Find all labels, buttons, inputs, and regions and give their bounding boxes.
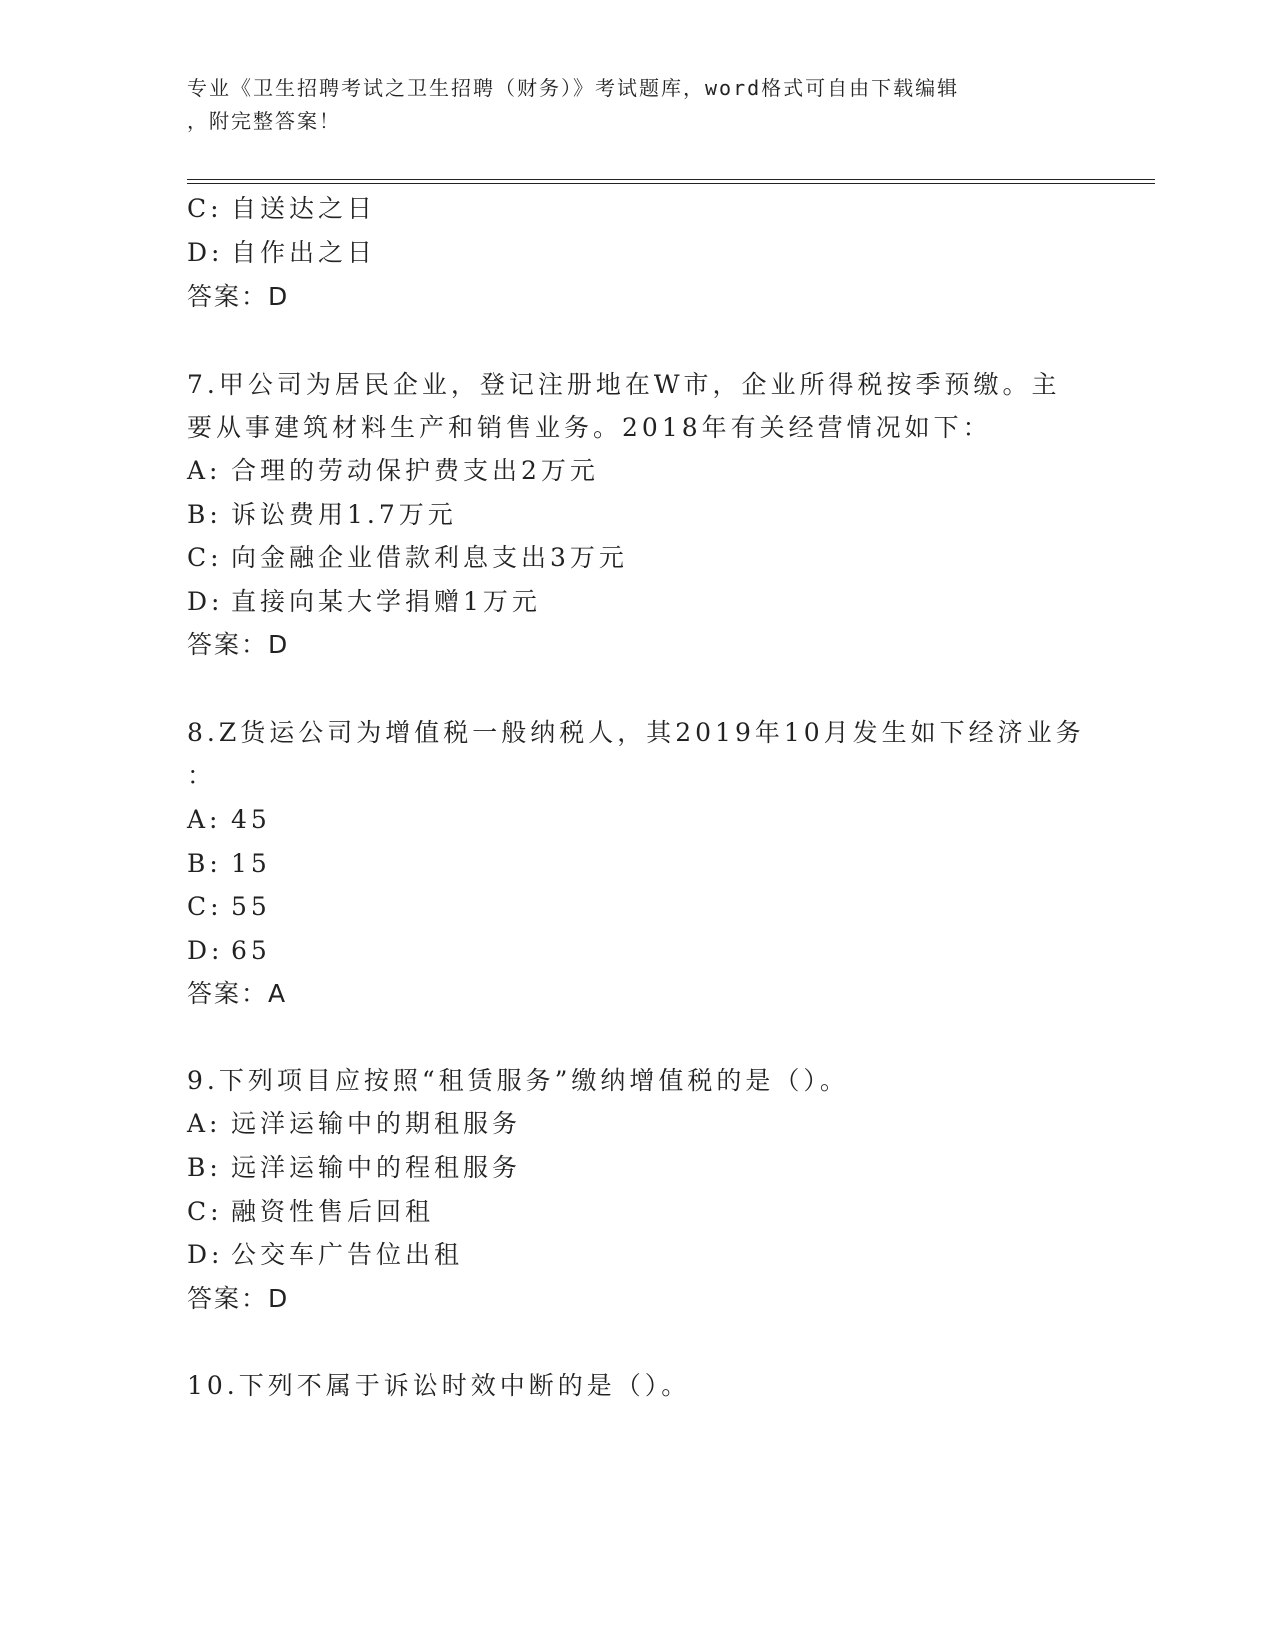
q7-option-b <box>187 499 457 531</box>
q9-answer: 答案：D <box>187 1284 290 1313</box>
q8-answer: 答案：A <box>187 979 288 1008</box>
option-text: 融资性售后回租 <box>231 1197 435 1226</box>
q7-option-a <box>187 455 599 487</box>
option-text: 合理的劳动保护费支出2万元 <box>231 456 599 485</box>
q8-option-d <box>187 935 271 967</box>
header-divider-bottom <box>187 183 1155 184</box>
header-line-2: ，附完整答案！ <box>187 109 341 133</box>
option-label: B: <box>187 500 222 529</box>
option-label: D: <box>187 936 224 965</box>
header-line-1: 专业《卫生招聘考试之卫生招聘（财务）》考试题库，word格式可自由下载编辑 <box>187 76 960 100</box>
option-text: 直接向某大学捐赠1万元 <box>231 587 541 616</box>
option-label: B: <box>187 849 222 878</box>
document-header <box>187 72 1067 138</box>
option-label: C: <box>187 892 223 921</box>
option-label: C: <box>187 194 223 223</box>
option-text: 65 <box>231 936 271 965</box>
q8-stem-line-1: 8.Z货运公司为增值税一般纳税人，其2019年10月发生如下经济业务 <box>187 718 1085 747</box>
option-label: D: <box>187 238 224 267</box>
q9-stem-line-1: 9.下列项目应按照“租赁服务”缴纳增值税的是（）。 <box>187 1066 849 1095</box>
option-text: 公交车广告位出租 <box>231 1240 464 1269</box>
option-label: A: <box>187 456 222 485</box>
option-label: A: <box>187 805 222 834</box>
q8-option-c <box>187 891 271 923</box>
q10-stem-line-1: 10.下列不属于诉讼时效中断的是（）。 <box>187 1371 691 1400</box>
header-divider-top <box>187 179 1155 180</box>
option-text: 远洋运输中的程租服务 <box>231 1153 522 1182</box>
q7-stem-line-2: 要从事建筑材料生产和销售业务。2018年有关经营情况如下： <box>187 413 992 442</box>
q8-option-a <box>187 804 271 836</box>
option-text: 自作出之日 <box>231 238 377 267</box>
option-text: 45 <box>231 805 271 834</box>
q9-option-b <box>187 1152 521 1184</box>
q9-option-a <box>187 1108 521 1140</box>
option-text: 诉讼费用1.7万元 <box>231 500 457 529</box>
option-text: 55 <box>231 892 271 921</box>
q7-option-d <box>187 586 541 618</box>
q7-answer: 答案：D <box>187 630 290 659</box>
q7-option-c <box>187 542 628 574</box>
q6-option-d <box>187 237 376 269</box>
q6-answer: 答案：D <box>187 282 290 311</box>
q8-stem-line-2: ： <box>187 761 217 790</box>
option-text: 15 <box>231 849 271 878</box>
option-label: C: <box>187 1197 223 1226</box>
q9-option-d <box>187 1239 463 1271</box>
option-label: B: <box>187 1153 222 1182</box>
q7-stem-line-1: 7.甲公司为居民企业，登记注册地在W市，企业所得税按季预缴。主 <box>187 370 1061 399</box>
option-text: 向金融企业借款利息支出3万元 <box>231 543 628 572</box>
option-label: C: <box>187 543 223 572</box>
q6-option-c <box>187 193 376 225</box>
q9-option-c <box>187 1196 434 1228</box>
option-text: 远洋运输中的期租服务 <box>231 1109 522 1138</box>
option-label: D: <box>187 587 224 616</box>
option-label: A: <box>187 1109 222 1138</box>
option-text: 自送达之日 <box>231 194 377 223</box>
q8-option-b <box>187 848 271 880</box>
option-label: D: <box>187 1240 224 1269</box>
